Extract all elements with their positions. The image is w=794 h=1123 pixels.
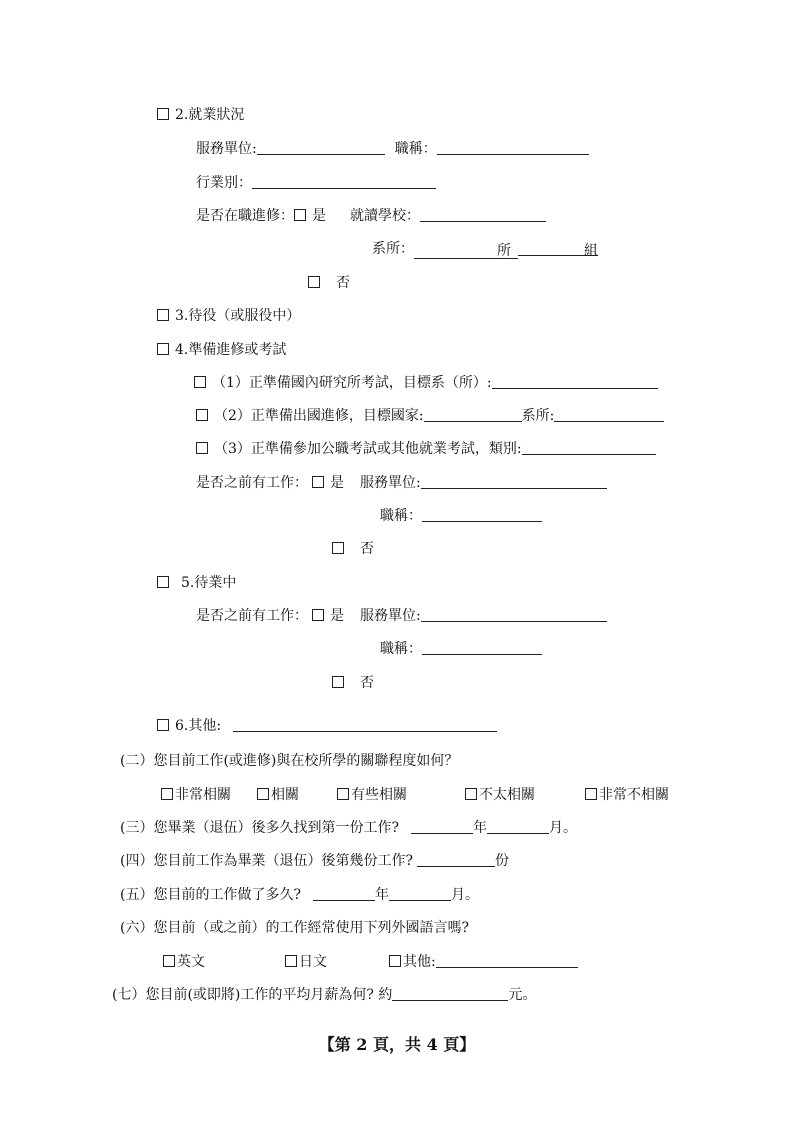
s2-title-label: 職稱：: [394, 141, 437, 157]
s2-dept-row: [372, 239, 598, 259]
q7-row: [112, 985, 536, 1005]
other-checkbox[interactable]: [157, 719, 169, 731]
other-label: 6.其他:: [175, 718, 222, 734]
q2-opt1: [161, 785, 231, 805]
q6-text: (六）您目前（或之前）的工作經常使用下列外國語言嗎?: [120, 920, 469, 936]
q6-other: [389, 952, 578, 972]
q6-question: [120, 918, 469, 938]
s5-prev-no-row: [332, 673, 374, 693]
q6-japanese: [285, 952, 327, 972]
s4-prev-yes-checkbox[interactable]: [312, 476, 324, 488]
military-checkbox[interactable]: [157, 309, 169, 321]
s4-title-row: [380, 506, 542, 526]
s4-prev-label: 是否之前有工作：: [196, 475, 308, 491]
s4-opt1-row: [194, 373, 658, 393]
s2-dept-label: 系所：: [372, 241, 414, 257]
q2-opt5: [585, 785, 669, 805]
q6-english: [163, 952, 205, 972]
s4-prev-no-checkbox[interactable]: [332, 542, 344, 554]
s5-prev-no-label: 否: [360, 675, 374, 691]
s2-study-no-label: 否: [336, 275, 350, 291]
s2-school-field[interactable]: [420, 207, 546, 222]
s4-opt2-checkbox[interactable]: [196, 409, 208, 421]
q2-opt2-label: 相關: [271, 787, 299, 803]
s5-prev-no-checkbox[interactable]: [332, 676, 344, 688]
s2-study-yes-checkbox[interactable]: [294, 209, 306, 221]
q6-english-checkbox[interactable]: [163, 955, 175, 967]
q3-year-label: 年: [472, 820, 487, 836]
q6-japanese-checkbox[interactable]: [285, 955, 297, 967]
q2-opt3-label: 有些相關: [351, 787, 407, 803]
q2-opt1-checkbox[interactable]: [161, 788, 173, 800]
s2-study-yes-label: 是: [312, 208, 326, 224]
s4-prev-no-row: [332, 539, 374, 559]
military-row: [157, 306, 300, 326]
q2-question: [120, 751, 458, 771]
s2-study-no-row: [308, 273, 350, 293]
s4-opt3-row: [196, 439, 656, 459]
q7-suffix: 元。: [508, 987, 537, 1003]
unemployed-checkbox[interactable]: [157, 576, 169, 588]
prep-label: 4.準備進修或考試: [175, 342, 287, 358]
s4-unit-label: 服務單位:: [360, 475, 421, 491]
other-field[interactable]: [233, 717, 497, 732]
s5-title-field[interactable]: [422, 640, 542, 655]
q6-english-label: 英文: [177, 954, 205, 970]
unemployed-row: [157, 573, 236, 593]
employment-label: 2.就業狀況: [175, 107, 245, 123]
q5-month-label: 月。: [450, 887, 479, 903]
s4-opt3-checkbox[interactable]: [196, 442, 208, 454]
q2-opt3: [337, 785, 407, 805]
s2-industry-field[interactable]: [252, 174, 436, 189]
q5-year-label: 年: [374, 887, 389, 903]
q2-opt5-label: 非常不相關: [599, 787, 669, 803]
q2-opt4-label: 不太相關: [479, 787, 535, 803]
s2-dept-field[interactable]: [414, 244, 518, 259]
s4-opt2-label: （2）正準備出國進修，目標國家:: [214, 408, 424, 424]
q5-row: [120, 885, 479, 905]
q2-opt4: [465, 785, 535, 805]
s4-unit-field[interactable]: [421, 474, 607, 489]
s4-opt1-checkbox[interactable]: [194, 376, 206, 388]
s5-unit-label: 服務單位:: [360, 608, 421, 624]
s2-school-label: 就讀學校：: [350, 208, 420, 224]
q3-month-field[interactable]: [487, 819, 549, 834]
prep-checkbox[interactable]: [157, 343, 169, 355]
q5-text: (五）您目前的工作做了多久?: [120, 887, 301, 903]
s2-industry-row: [196, 173, 436, 193]
s4-opt2-dept-field[interactable]: [554, 407, 664, 422]
s5-title-row: [380, 639, 542, 659]
q7-salary-field[interactable]: [392, 986, 508, 1001]
s2-unit-row: [196, 139, 589, 159]
q3-month-label: 月。: [548, 820, 577, 836]
s2-group-suffix: 組: [584, 243, 598, 259]
q7-text: (七）您目前(或即將)工作的平均月薪為何? 約: [112, 987, 393, 1003]
q3-row: [120, 818, 577, 838]
s4-prev-row: [196, 473, 607, 493]
s4-title-field[interactable]: [422, 507, 542, 522]
q4-field[interactable]: [417, 852, 495, 867]
q6-other-checkbox[interactable]: [389, 955, 401, 967]
s4-opt1-field[interactable]: [492, 374, 658, 389]
q4-text: (四）您目前工作為畢業（退伍）後第幾份工作?: [120, 853, 413, 869]
s4-opt2-row: [196, 406, 664, 426]
q2-opt5-checkbox[interactable]: [585, 788, 597, 800]
q6-other-label: 其他:: [403, 954, 436, 970]
s2-study-row: [196, 206, 546, 226]
page-footer: 【第 2 頁，共 4 頁】: [318, 1035, 476, 1054]
s5-prev-yes-label: 是: [330, 608, 344, 624]
q5-month-field[interactable]: [389, 886, 451, 901]
s4-opt3-label: （3）正準備參加公職考試或其他就業考試，類別:: [214, 441, 522, 457]
s5-prev-label: 是否之前有工作：: [196, 608, 308, 624]
s2-group-field[interactable]: [518, 241, 598, 259]
q6-other-field[interactable]: [436, 953, 578, 968]
q2-opt2: [257, 785, 299, 805]
q3-year-field[interactable]: [411, 819, 473, 834]
q2-opt1-label: 非常相關: [175, 787, 231, 803]
s4-opt3-field[interactable]: [522, 440, 656, 455]
s2-study-label: 是否在職進修：: [196, 208, 294, 224]
prep-row: [157, 340, 286, 360]
s4-prev-no-label: 否: [360, 541, 374, 557]
q2-opt3-checkbox[interactable]: [337, 788, 349, 800]
q4-suffix: 份: [494, 853, 509, 869]
s4-opt1-label: （1）正準備國內研究所考試，目標系（所）:: [212, 375, 492, 391]
q6-japanese-label: 日文: [299, 954, 327, 970]
s2-study-no-checkbox[interactable]: [308, 276, 320, 288]
s2-title-field[interactable]: [437, 140, 589, 155]
s2-industry-label: 行業別：: [196, 175, 252, 191]
s2-unit-label: 服務單位:: [196, 141, 257, 157]
q2-text: (二）您目前工作(或進修)與在校所學的關聯程度如何？: [120, 753, 459, 769]
q2-opt2-checkbox[interactable]: [257, 788, 269, 800]
s2-dept-suffix: 所: [497, 243, 511, 259]
s5-title-label: 職稱：: [380, 641, 422, 657]
s4-title-label: 職稱：: [380, 508, 422, 524]
s2-unit-field[interactable]: [257, 140, 385, 155]
s4-prev-yes-label: 是: [330, 475, 344, 491]
s4-opt2-dept-label: 系所:: [521, 408, 555, 424]
q2-opt4-checkbox[interactable]: [465, 788, 477, 800]
military-label: 3.待役（或服役中）: [175, 308, 301, 324]
unemployed-label: 5.待業中: [181, 575, 237, 591]
q3-text: (三）您畢業（退伍）後多久找到第一份工作?: [120, 820, 399, 836]
s5-prev-row: [196, 606, 607, 626]
s4-opt2-country-field[interactable]: [424, 407, 522, 422]
q4-row: [120, 851, 509, 871]
s5-unit-field[interactable]: [421, 607, 607, 622]
employment-checkbox[interactable]: [157, 108, 169, 120]
s5-prev-yes-checkbox[interactable]: [312, 609, 324, 621]
employment-row: [157, 105, 244, 125]
q5-year-field[interactable]: [313, 886, 375, 901]
other-row: [157, 716, 497, 736]
